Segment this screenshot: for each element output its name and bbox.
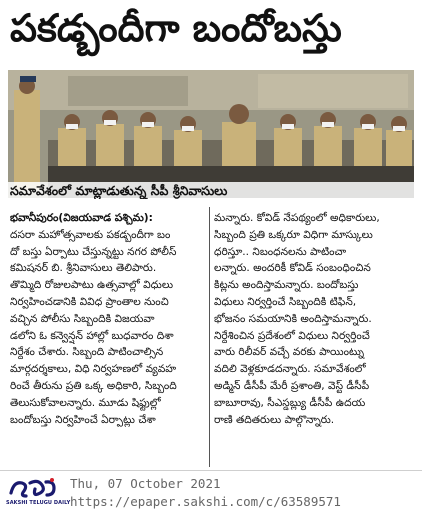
text-line: బందోబస్తు నిర్వహించే ఏర్పాట్లు చేశా	[10, 413, 156, 426]
text-line: నిర్వహించడానికి వివిధ ప్రాంతాల నుంచి	[10, 295, 169, 308]
text-line: వారు రిలీవర్ వచ్చే వరకు పాయింట్ను	[214, 346, 365, 359]
text-line: నిర్దేశం చేశారు. సిబ్బంది పాటించాల్సిన	[10, 346, 164, 359]
text-line: కిట్లను అందిస్తామన్నారు. బందోబస్తు	[214, 279, 359, 292]
text-line: వదిలి వెళ్లకూడదన్నారు. సమావేశంలో	[214, 363, 366, 376]
article-left-column	[10, 210, 204, 428]
article-right-column	[214, 210, 414, 428]
text-line: తొమ్మిది రోజులపాటు ఉత్సవాల్లో విధులు	[10, 279, 174, 292]
footer	[0, 470, 422, 515]
text-line: భవానీపురం(విజయవాడ పశ్చిమ):	[10, 212, 153, 224]
text-line: అడ్మిన్ డీసీపీ మేరీ ప్రశాంతి, వెస్ట్ డీసీపీ	[214, 379, 370, 392]
text-line: వచ్చిన పోలీసు సిబ్బందికి విజయవా	[10, 312, 155, 325]
logo-mark	[8, 477, 58, 499]
text-line: డలోని ఓ కన్వెన్షన్ హాల్లో బుధవారం దిశా	[10, 329, 174, 342]
text-line: రించే తీరును ప్రతి ఒక్క అధికారి, సిబ్బంది	[10, 379, 177, 392]
text-line: మన్నారు. కోవిడ్ నేపథ్యంలో అధికారులు,	[214, 212, 380, 224]
text-line: తెలుసుకోవాలన్నారు. మూడు షిఫ్టుల్లో	[10, 396, 161, 409]
text-line: మార్గదర్శకాలు, విధి నిర్వహణలో వ్యవహ	[10, 363, 177, 376]
text-line: రాణి తదితరులు పాల్గొన్నారు.	[214, 413, 335, 426]
text-line: దసరా మహోత్సవాలకు పకడ్బందీగా బం	[10, 228, 171, 241]
text-line: ధరిస్తూ.. నిబంధనలను పాటించా	[214, 245, 347, 258]
column-divider	[209, 207, 210, 467]
footer-date: Thu, 07 October 2021	[70, 476, 221, 491]
text-line: కమిషనర్ బి. శ్రీనివాసులు తెలిపారు.	[10, 262, 157, 275]
text-line: నిర్దేశించిన ప్రదేశంలో విధులు నిర్వర్తించే	[214, 329, 370, 342]
text-line: లన్నారు. అందరికీ కోవిడ్ సంబంధించిన	[214, 262, 371, 275]
text-line: దో బస్తు ఏర్పాటు చేస్తున్నట్టు నగర పోలీస్	[10, 245, 177, 258]
sakshi-logo-icon	[6, 477, 71, 511]
text-line: బాబూరావు, సీఎస్డబ్ల్యు డీసీపీ ఉదయ	[214, 396, 366, 409]
meeting-photo	[8, 70, 414, 198]
text-line: విధులు నిర్వర్తించే సిబ్బందికి టిఫిన్,	[214, 295, 357, 308]
photo-caption: సమావేశంలో మాట్లాడుతున్న సీపీ శ్రీనివాసులు	[10, 183, 228, 198]
text-line: సిబ్బంది ప్రతి ఒక్కరూ విధిగా మాస్కులు	[214, 228, 373, 241]
text-line: భోజనం సమయానికి అందిస్తామన్నారు.	[214, 312, 372, 325]
headline: పకడ్బందీగా బందోబస్తు	[10, 6, 342, 50]
logo-subtitle: SAKSHI TELUGU DAILY	[6, 500, 71, 506]
footer-url[interactable]: https://epaper.sakshi.com/c/63589571	[70, 494, 341, 509]
meeting-photo-image	[8, 70, 414, 198]
